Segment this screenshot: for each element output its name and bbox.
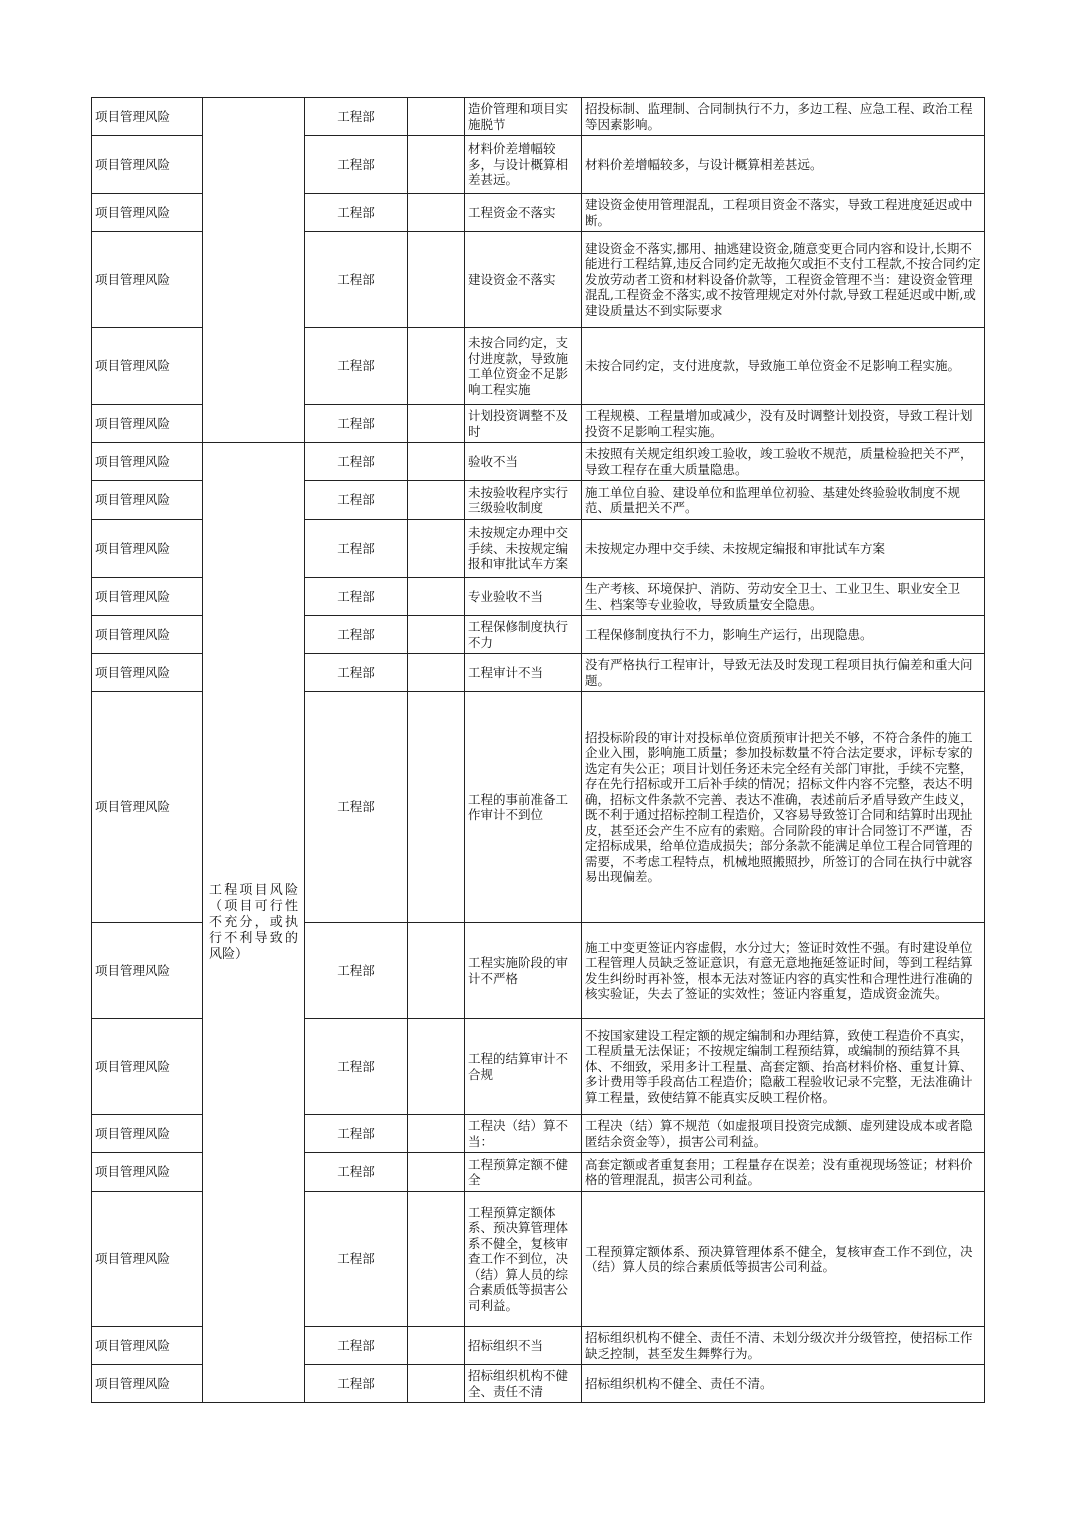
blank-cell (408, 1327, 465, 1365)
table-row (92, 98, 985, 136)
risk-item-cell: 招标组织不当 (465, 1327, 582, 1365)
risk-item-cell: 工程预算定额不健全 (465, 1153, 582, 1192)
blank-cell (408, 481, 465, 520)
risk-description-text: 不按国家建设工程定额的规定编制和办理结算，致使工程造价不真实，工程质量无法保证；不按规定编制工程预结算，或编制的预结算不具体、不细致，采用多计工程量、高套定额、抬高材料价格、重复计算、多计费用等手段高估工程造价；隐蔽工程验收记录不完整，无法准确计算工程量，致使结算不能真实反映工程价格。 (585, 1027, 973, 1105)
blank-cell (408, 1365, 465, 1403)
risk-item-text: 未按规定办理中交手续、未按规定编报和审批试车方案 (468, 525, 569, 572)
risk-item-cell: 工程的结算审计不合规 (465, 1019, 582, 1115)
risk-type-cell: 项目管理风险 (92, 1153, 203, 1192)
risk-type-cell: 项目管理风险 (92, 616, 203, 654)
risk-description-cell: 材料价差增幅较多，与设计概算相差甚远。 (582, 136, 985, 194)
department-cell: 工程部 (305, 443, 408, 481)
department-cell: 工程部 (305, 923, 408, 1019)
table-row (92, 443, 985, 481)
risk-item-cell: 建设资金不落实 (465, 232, 582, 328)
risk-type-cell: 项目管理风险 (92, 1192, 203, 1327)
risk-item-cell: 工程的事前准备工作审计不到位 (465, 692, 582, 923)
blank-cell (408, 578, 465, 616)
department-cell: 工程部 (305, 232, 408, 328)
department-cell: 工程部 (305, 1115, 408, 1153)
department-cell: 工程部 (305, 692, 408, 923)
risk-item-cell: 专业验收不当 (465, 578, 582, 616)
risk-description-cell: 招投标制、监理制、合同制执行不力，多边工程、应急工程、政治工程等因素影响。 (582, 98, 985, 136)
blank-cell (408, 692, 465, 923)
department-cell: 工程部 (305, 1019, 408, 1115)
risk-item-text: 未按合同约定，支付进度款，导致施工单位资金不足影响工程实施 (468, 335, 569, 397)
blank-cell (408, 405, 465, 443)
risk-description-cell: 招标组织机构不健全、责任不清。 (582, 1365, 985, 1403)
risk-type-cell: 项目管理风险 (92, 443, 203, 481)
risk-type-cell: 项目管理风险 (92, 328, 203, 405)
risk-type-cell: 项目管理风险 (92, 98, 203, 136)
risk-description-cell (582, 692, 985, 923)
risk-description-cell: 生产考核、环境保护、消防、劳动安全卫士、工业卫生、职业安全卫生、档案等专业验收，导致质量安全隐患。 (582, 578, 985, 616)
department-cell: 工程部 (305, 481, 408, 520)
blank-cell (408, 1019, 465, 1115)
blank-cell (408, 1115, 465, 1153)
risk-item-cell (465, 328, 582, 405)
risk-type-cell: 项目管理风险 (92, 578, 203, 616)
risk-description-cell: 工程规模、工程量增加或减少，没有及时调整计划投资，导致工程计划投资不足影响工程实施。 (582, 405, 985, 443)
risk-type-cell: 项目管理风险 (92, 481, 203, 520)
blank-cell (408, 654, 465, 692)
risk-description-cell: 建设资金使用管理混乱，工程项目资金不落实，导致工程进度延迟或中断。 (582, 194, 985, 232)
risk-type-cell: 项目管理风险 (92, 1115, 203, 1153)
risk-item-cell: 工程实施阶段的审计不严格 (465, 923, 582, 1019)
risk-table (91, 97, 985, 1403)
department-cell: 工程部 (305, 98, 408, 136)
risk-item-cell: 工程审计不当 (465, 654, 582, 692)
risk-description-cell: 工程保修制度执行不力，影响生产运行，出现隐患。 (582, 616, 985, 654)
risk-type-cell: 项目管理风险 (92, 654, 203, 692)
department-cell: 工程部 (305, 328, 408, 405)
risk-item-cell: 工程资金不落实 (465, 194, 582, 232)
blank-cell (408, 232, 465, 328)
risk-type-cell: 项目管理风险 (92, 923, 203, 1019)
risk-item-cell: 未按验收程序实行三级验收制度 (465, 481, 582, 520)
risk-description-cell: 招标组织机构不健全、责任不清、未划分级次并分级管控，使招标工作缺乏控制，甚至发生舞弊行为。 (582, 1327, 985, 1365)
department-cell: 工程部 (305, 136, 408, 194)
risk-description-cell: 施工单位自验、建设单位和监理单位初验、基建处终验验收制度不规范、质量把关不严。 (582, 481, 985, 520)
blank-cell (408, 443, 465, 481)
department-cell: 工程部 (305, 1153, 408, 1192)
risk-item-cell: 造价管理和项目实施脱节 (465, 98, 582, 136)
risk-type-cell: 项目管理风险 (92, 136, 203, 194)
department-cell: 工程部 (305, 654, 408, 692)
risk-type-cell: 项目管理风险 (92, 405, 203, 443)
risk-item-cell (465, 1192, 582, 1327)
risk-description-cell: 高套定额或者重复套用；工程量存在误差；没有重视现场签证；材料价格的管理混乱，损害公司利益。 (582, 1153, 985, 1192)
category-cell (203, 443, 305, 1403)
department-cell: 工程部 (305, 1365, 408, 1403)
blank-cell (408, 1153, 465, 1192)
risk-description-cell: 工程预算定额体系、预决算管理体系不健全，复核审查工作不到位，决（结）算人员的综合素质低等损害公司利益。 (582, 1192, 985, 1327)
risk-description-cell: 未按合同约定，支付进度款，导致施工单位资金不足影响工程实施。 (582, 328, 985, 405)
risk-type-cell: 项目管理风险 (92, 1365, 203, 1403)
department-cell: 工程部 (305, 578, 408, 616)
risk-type-cell: 项目管理风险 (92, 232, 203, 328)
risk-item-cell: 工程保修制度执行不力 (465, 616, 582, 654)
blank-cell (408, 520, 465, 578)
risk-item-cell: 验收不当 (465, 443, 582, 481)
risk-item-text: 工程预算定额体系、预决算管理体系不健全，复核审查工作不到位，决（结）算人员的综合素质低等损害公司利益。 (468, 1204, 569, 1313)
category-cell (203, 98, 305, 443)
risk-description-cell (582, 232, 985, 328)
risk-description-cell: 工程决（结）算不规范（如虚报项目投资完成额、虚列建设成本或者隐匿结余资金等），损害公司利益。 (582, 1115, 985, 1153)
department-cell: 工程部 (305, 1327, 408, 1365)
department-cell: 工程部 (305, 194, 408, 232)
blank-cell (408, 194, 465, 232)
risk-item-cell (465, 520, 582, 578)
risk-description-cell: 未按照有关规定组织竣工验收，竣工验收不规范，质量检验把关不严，导致工程存在重大质量隐患。 (582, 443, 985, 481)
blank-cell (408, 98, 465, 136)
risk-type-cell: 项目管理风险 (92, 1019, 203, 1115)
risk-item-cell: 招标组织机构不健全、责任不清 (465, 1365, 582, 1403)
risk-item-cell: 计划投资调整不及时 (465, 405, 582, 443)
risk-description-text: 招投标阶段的审计对投标单位资质预审计把关不够，不符合条件的施工企业入围，影响施工质量；参加投标数量不符合法定要求，评标专家的选定有失公正；项目计划任务还未完全经有关部门审批，手续不完整，存在先行招标或开工后补手续的情况；招标文件内容不完整，表达不明确，招标文件条款不完善、表达不准确，表述前后矛盾导致产生歧义，既不利于通过招标控制工程造价，又容易导致签订合同和结算时出现扯皮，甚至还会产生不应有的索赔。合同阶段的审计合同签订不严谨，否定招标成果，给单位造成损失；部分条款不能满足单位工程合同管理的需要，不考虑工程特点，机械地照搬照抄，所签订的合同在执行中就容易出现偏差。 (585, 729, 973, 884)
risk-item-cell: 材料价差增幅较多，与设计概算相差甚远。 (465, 136, 582, 194)
risk-description-cell (582, 923, 985, 1019)
department-cell: 工程部 (305, 616, 408, 654)
department-cell: 工程部 (305, 1192, 408, 1327)
category-label: 工程项目风险（项目可行性不充分，或执行不利导致的风险） (209, 882, 298, 962)
risk-description-cell (582, 1019, 985, 1115)
blank-cell (408, 1192, 465, 1327)
risk-type-cell: 项目管理风险 (92, 1327, 203, 1365)
risk-type-cell: 项目管理风险 (92, 194, 203, 232)
risk-description-text: 施工中变更签证内容虚假，水分过大；签证时效性不强。有时建设单位工程管理人员缺乏签证意识，有意无意地拖延签证时间，等到工程结算发生纠纷时再补签，根本无法对签证内容的真实性和合理性进行准确的核实验证，失去了签证的实效性；签证内容重复，造成资金流失。 (585, 939, 973, 1001)
blank-cell (408, 923, 465, 1019)
department-cell: 工程部 (305, 405, 408, 443)
risk-description-cell: 没有严格执行工程审计，导致无法及时发现工程项目执行偏差和重大问题。 (582, 654, 985, 692)
blank-cell (408, 616, 465, 654)
risk-description-cell: 未按规定办理中交手续、未按规定编报和审批试车方案 (582, 520, 985, 578)
blank-cell (408, 328, 465, 405)
risk-type-cell: 项目管理风险 (92, 520, 203, 578)
risk-item-cell: 工程决（结）算不当： (465, 1115, 582, 1153)
risk-description-text: 建设资金不落实,挪用、抽逃建设资金,随意变更合同内容和设计,长期不能进行工程结算,违反合同约定无故拖欠或拒不支付工程款,不按合同约定发放劳动者工资和材料设备价款等，工程资金管理不当：建设资金管理混乱,工程资金不落实,或不按管理规定对外付款,导致工程延迟或中断,或建设质量达不到实际要求 (585, 240, 981, 318)
blank-cell (408, 136, 465, 194)
department-cell: 工程部 (305, 520, 408, 578)
risk-type-cell: 项目管理风险 (92, 692, 203, 923)
